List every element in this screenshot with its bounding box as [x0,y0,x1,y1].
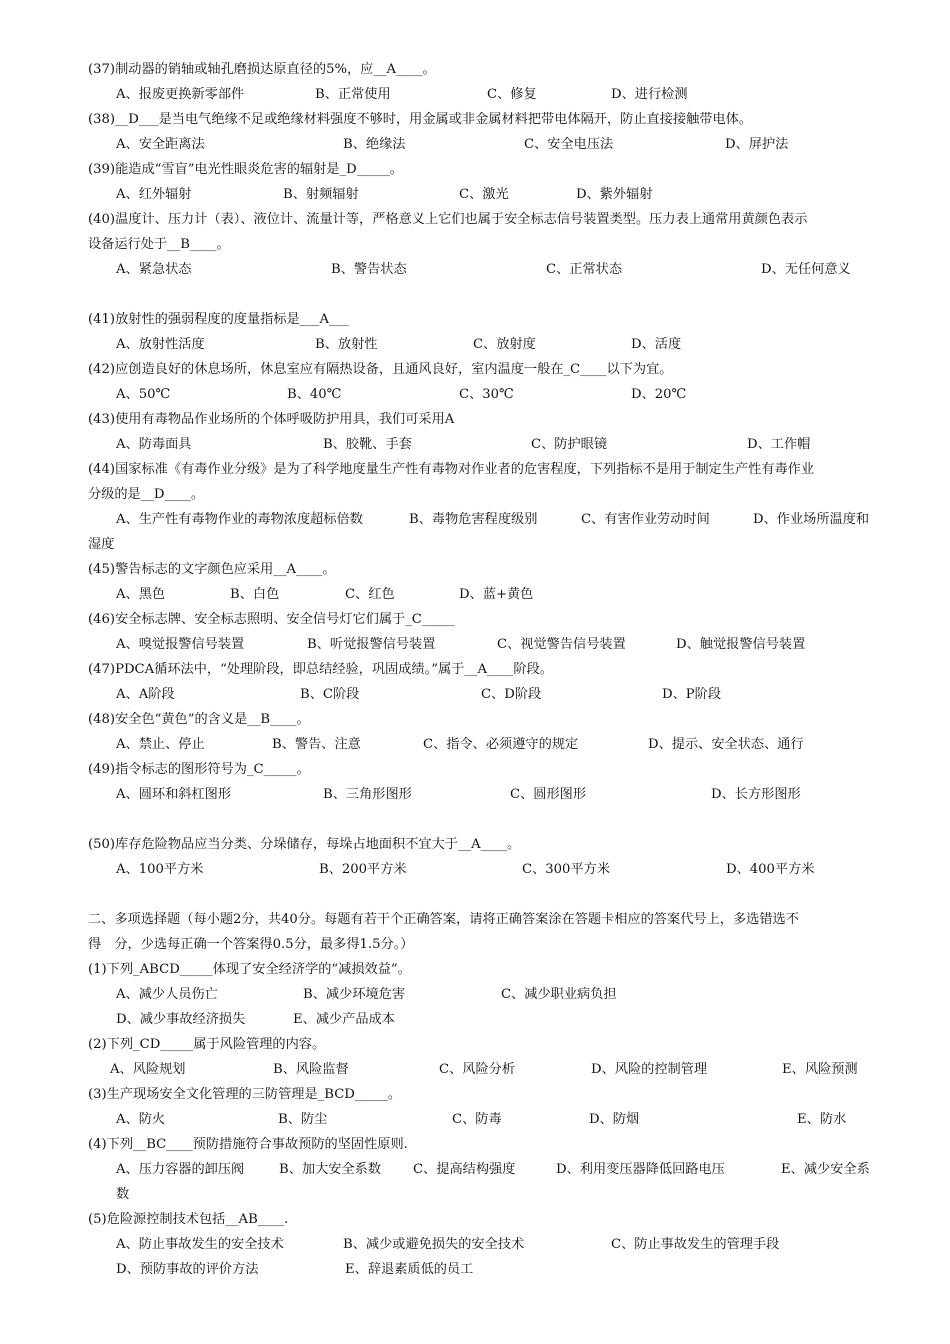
option-text: B、警告状态 [331,262,407,277]
text-line [0,308,950,332]
option-text: A、防止事故发生的安全技术 [116,1237,284,1252]
option-text: C、红色 [345,587,395,602]
option-text: D、防烟 [589,1112,640,1127]
option-text: A、防毒面具 [116,437,192,452]
option-text: E、风险预测 [782,1062,858,1077]
option-text: B、减少或避免损失的安全技术 [343,1237,525,1252]
text-line [0,583,950,607]
option-text: A、压力容器的卸压阀 [116,1162,245,1177]
option-text: B、胶靴、手套 [323,437,412,452]
option-text: E、减少安全系 [781,1162,870,1177]
text-line [0,633,950,657]
option-text: D、无任何意义 [761,262,851,277]
option-text: E、辞退素质低的员工 [345,1262,474,1277]
option-text: A、红外辐射 [116,187,192,202]
option-text: A、减少人员伤亡 [116,987,218,1002]
question-text: (43)使用有毒物品作业场所的个体呼吸防护用具，我们可采用A [88,412,455,427]
text-line [0,1233,950,1257]
option-text: D、活度 [631,337,682,352]
question-text: (2)下列_CD_____属于风险管理的内容。 [88,1037,326,1052]
option-text: A、安全距离法 [116,137,205,152]
text-line [0,183,950,207]
text-line [0,508,950,532]
option-text: D、减少事故经济损失 [116,1012,246,1027]
option-text: C、修复 [487,87,537,102]
question-text: (3)生产现场安全文化管理的三防管理是_BCD_____。 [88,1087,402,1102]
text-line [0,1033,950,1057]
option-text: D、作业场所温度和 [753,512,870,527]
text-line [0,708,950,732]
text-line [0,558,950,582]
option-text: E、防水 [797,1112,847,1127]
option-text: B、40℃ [287,387,342,402]
option-text: C、激光 [459,187,509,202]
question-text: (50)库存危险物品应当分类、分垛储存，每垛占地面积不宜大于__A____。 [88,837,521,852]
text-line [0,1008,950,1032]
option-text: B、正常使用 [315,87,391,102]
text-line [0,1133,950,1157]
text-line [0,108,950,132]
option-text: B、白色 [230,587,280,602]
question-text: (48)安全色“黄色”的含义是__B____。 [88,712,310,727]
question-text: (5)危险源控制技术包括__AB____. [88,1212,289,1227]
option-text: B、毒物危害程度级别 [409,512,538,527]
option-text: D、进行检测 [611,87,688,102]
text-line [0,83,950,107]
option-text: D、P阶段 [662,687,722,702]
option-text: C、防毒 [452,1112,502,1127]
option-text: C、安全电压法 [524,137,614,152]
text-line [0,433,950,457]
option-text: C、D阶段 [481,687,542,702]
option-text: B、听觉报警信号装置 [307,637,436,652]
text-line [0,133,950,157]
text-line [0,683,950,707]
question-text: (45)警告标志的文字颜色应采用__A____。 [88,562,336,577]
text-line [0,408,950,432]
option-text: A、禁止、停止 [116,737,205,752]
option-text: C、圆形图形 [510,787,587,802]
option-text: B、三角形图形 [323,787,412,802]
text-line [0,858,950,882]
option-text: C、提高结构强度 [413,1162,516,1177]
option-text: D、400平方米 [726,862,815,877]
text-line [0,158,950,182]
option-text: C、300平方米 [522,862,611,877]
text-line [0,958,950,982]
question-text: (49)指令标志的图形符号为_C_____。 [88,762,310,777]
text-line [0,933,950,957]
question-text: (46)安全标志牌、安全标志照明、安全信号灯它们属于_C_____ [88,612,455,627]
option-text: A、50℃ [116,387,171,402]
text-line [0,733,950,757]
question-text: (44)国家标准《有毒作业分级》是为了科学地度量生产性有毒物对作业者的危害程度，下列指标不是用于制定生产性有毒作业 [88,462,815,477]
text-line [0,533,950,557]
option-text: C、视觉警告信号装置 [497,637,626,652]
question-text: (38)__D___是当电气绝缘不足或绝缘材料强度不够时，用金属或非金属材料把带电体隔开，防止直接接触带电体。 [88,112,753,127]
option-text: B、加大安全系数 [279,1162,382,1177]
question-text: (41)放射性的强弱程度的度量指标是___A___ [88,312,349,327]
option-text: C、减少职业病负担 [501,987,617,1002]
option-text: B、射频辐射 [283,187,359,202]
option-text: B、警告、注意 [272,737,361,752]
option-text: B、放射性 [315,337,378,352]
option-text: A、报废更换新零部件 [116,87,245,102]
text-line [0,383,950,407]
option-text: B、200平方米 [319,862,407,877]
question-text: (1)下列_ABCD_____体现了安全经济学的“减损效益”。 [88,962,411,977]
option-text: C、风险分析 [439,1062,516,1077]
option-text: A、风险规划 [110,1062,186,1077]
text-line [0,1258,950,1282]
option-text: C、有害作业劳动时间 [581,512,710,527]
text-line [0,608,950,632]
option-text: D、风险的控制管理 [591,1062,708,1077]
option-text: 数 [116,1187,130,1202]
option-text: C、30℃ [459,387,514,402]
text-line [0,483,950,507]
option-text: C、正常状态 [546,262,623,277]
text-line [0,658,950,682]
question-text: 设备运行处于__B____。 [88,237,230,252]
option-text: D、预防事故的评价方法 [116,1262,259,1277]
text-line [0,1158,950,1182]
option-text: A、生产性有毒物作业的毒物浓度超标倍数 [116,512,363,527]
option-text: B、绝缘法 [343,137,406,152]
option-text: B、减少环境危害 [303,987,406,1002]
text-line [0,783,950,807]
question-text: 得 分，少选每正确一个答案得0.5分，最多得1.5分。） [88,937,414,952]
option-text: B、C阶段 [300,687,360,702]
text-line [0,758,950,782]
option-text: A、A阶段 [116,687,175,702]
option-text: D、20℃ [631,387,687,402]
question-text: (42)应创造良好的休息场所，休息室应有隔热设备，且通风良好，室内温度一般在_C____以下为宜。 [88,362,673,377]
option-text: A、100平方米 [116,862,204,877]
question-text: (4)下列__BC____预防措施符合事故预防的坚固性原则. [88,1137,408,1152]
option-text: C、放射度 [473,337,536,352]
option-text: C、指令、必须遵守的规定 [423,737,579,752]
option-text: A、圆环和斜杠图形 [116,787,232,802]
question-text: 分级的是__D____。 [88,487,205,502]
option-text: D、利用变压器降低回路电压 [556,1162,725,1177]
text-line [0,833,950,857]
text-line [0,908,950,932]
question-text: (39)能造成“雪盲”电光性眼炎危害的辐射是_D_____。 [88,162,403,177]
text-line [0,258,950,282]
question-text: 湿度 [88,537,115,552]
text-line [0,233,950,257]
option-text: A、黑色 [116,587,166,602]
option-text: D、长方形图形 [711,787,801,802]
option-text: A、防火 [116,1112,166,1127]
text-line [0,208,950,232]
text-line [0,1058,950,1082]
text-line [0,983,950,1007]
text-line [0,1108,950,1132]
option-text: E、减少产品成本 [293,1012,395,1027]
question-text: (37)制动器的销轴或轴孔磨损达原直径的5%，应__A____。 [88,62,436,77]
question-text: 二、多项选择题（每小题2分，共40分。每题有若干个正确答案，请将正确答案涂在答题卡相应的答案代号上，多选错选不 [88,912,799,927]
text-line [0,358,950,382]
question-text: (40)温度计、压力计（表）、液位计、流量计等，严格意义上它们也属于安全标志信号装置类型。压力表上通常用黄颜色表示 [88,212,808,227]
option-text: D、蓝+黄色 [459,587,534,602]
text-line [0,1208,950,1232]
option-text: A、嗅觉报警信号装置 [116,637,245,652]
text-line [0,1083,950,1107]
option-text: D、工作帽 [747,437,811,452]
question-text: (47)PDCA循环法中，“处理阶段，即总结经验，巩固成绩。”属于__A____阶段。 [88,662,553,677]
option-text: C、防止事故发生的管理手段 [611,1237,780,1252]
text-line [0,458,950,482]
option-text: A、紧急状态 [116,262,192,277]
text-line [0,58,950,82]
option-text: D、屏护法 [725,137,789,152]
option-text: D、触觉报警信号装置 [676,637,806,652]
text-line [0,333,950,357]
option-text: D、紫外辐射 [576,187,653,202]
option-text: B、防尘 [278,1112,328,1127]
text-line [0,1183,950,1207]
option-text: C、防护眼镜 [531,437,608,452]
option-text: A、放射性活度 [116,337,205,352]
option-text: D、提示、安全状态、通行 [648,737,804,752]
option-text: B、风险监督 [273,1062,349,1077]
